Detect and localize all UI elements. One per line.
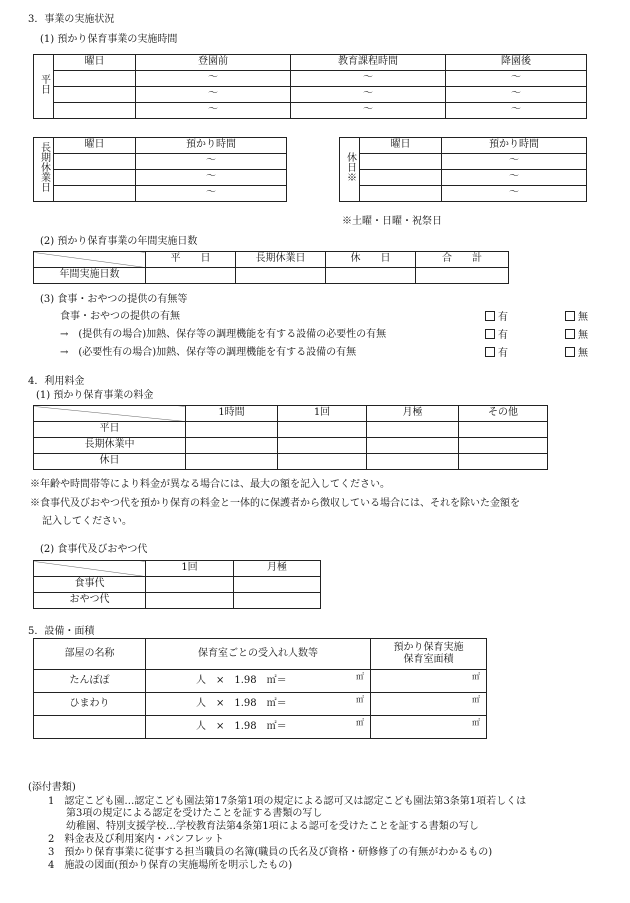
- header-curriculum: 教育課程時間: [291, 55, 446, 71]
- section3-sub3: (3) 食事・おやつの提供の有無等: [40, 294, 188, 305]
- section3-title: 3．事業の実施状況: [28, 14, 115, 25]
- no-checkbox-1[interactable]: 無: [565, 311, 588, 325]
- holiday-label: 休日※: [340, 138, 360, 202]
- attachment-1b: 第3項の規定による認定を受けたことを証する書類の写し: [66, 808, 323, 819]
- facility-table: 部屋の名称 保育室ごとの受入れ人数等 預かり保育実施 保育室面積 たんぽぽ 人 × 1.98 ㎡＝ ㎡ ㎡ ひまわり 人 × 1.98 ㎡＝ ㎡ ㎡ 人 × 1.98 ㎡＝ ㎡ ㎡: [33, 638, 487, 739]
- yes-checkbox-2[interactable]: 有: [485, 329, 508, 343]
- yes-checkbox-3[interactable]: 有: [485, 347, 508, 361]
- meal-item-1: 食事・おやつの提供の有無: [60, 311, 180, 322]
- attachment-4: 4 施設の図面(預かり保育の実施場所を明示したもの): [48, 860, 293, 871]
- attachment-3: 3 預かり保育事業に従事する担当職員の名簿(職員の氏名及び資格・研修修了の有無がわかるもの): [48, 847, 493, 858]
- attachment-1c: 幼稚園、特別支援学校…学校教育法第4条第1項による認可を受けたことを証する書類の写し: [66, 821, 479, 832]
- section4-title: 4．利用料金: [28, 376, 85, 387]
- section4-sub1: (1) 預かり保育事業の料金: [36, 390, 154, 401]
- fee-note-2b: 記入してください。: [42, 516, 132, 527]
- header-after: 降園後: [446, 55, 587, 71]
- attachment-2: 2 料金表及び利用案内・パンフレット: [48, 834, 224, 845]
- attachment-1a: 1 認定こども園…認定こども園法第17条第1項の規定による認可又は認定こども園法第3条第1項若しくは: [48, 796, 527, 807]
- meal-item-2: → (提供有の場合)加熱、保存等の調理機能を有する設備の必要性の有無: [60, 329, 387, 340]
- meal-fee-table: 1回 月極 食事代 おやつ代: [33, 560, 321, 609]
- no-checkbox-2[interactable]: 無: [565, 329, 588, 343]
- fee-table: 1時間 1回 月極 その他 平日 長期休業中 休日: [33, 405, 548, 470]
- annual-days-table: 平 日 長期休業日 休 日 合 計 年間実施日数: [33, 251, 509, 284]
- longbreak-hours-table: 長期休業日 曜日 預かり時間 〜 〜 〜: [33, 137, 287, 202]
- section5-title: 5．設備・面積: [28, 626, 95, 637]
- holiday-hours-table: 休日※ 曜日 預かり時間 〜 〜 〜: [339, 137, 587, 202]
- section3-sub1: (1) 預かり保育事業の実施時間: [40, 34, 178, 45]
- fee-note-1: ※年齢や時間帯等により料金が異なる場合には、最大の額を記入してください。: [30, 479, 390, 490]
- section4-sub2: (2) 食事代及びおやつ代: [40, 544, 148, 555]
- fee-note-2a: ※食事代及びおやつ代を預かり保育の料金と一体的に保護者から徴収している場合には、それを除いた金額を: [30, 498, 520, 509]
- holiday-note: ※土曜・日曜・祝祭日: [342, 216, 442, 227]
- header-day: 曜日: [54, 55, 136, 71]
- weekday-hours-table: 平日 曜日 登園前 教育課程時間 降園後 〜 〜 〜 〜 〜 〜 〜 〜 〜: [33, 54, 587, 119]
- header-before: 登園前: [136, 55, 291, 71]
- attachments-title: (添付書類): [28, 782, 76, 793]
- no-checkbox-3[interactable]: 無: [565, 347, 588, 361]
- meal-item-3: → (必要性有の場合)加熱、保存等の調理機能を有する設備の有無: [60, 347, 357, 358]
- longbreak-label: 長期休業日: [34, 138, 54, 202]
- section3-sub2: (2) 預かり保育事業の年間実施日数: [40, 236, 198, 247]
- yes-checkbox-1[interactable]: 有: [485, 311, 508, 325]
- weekday-label: 平日: [34, 55, 54, 119]
